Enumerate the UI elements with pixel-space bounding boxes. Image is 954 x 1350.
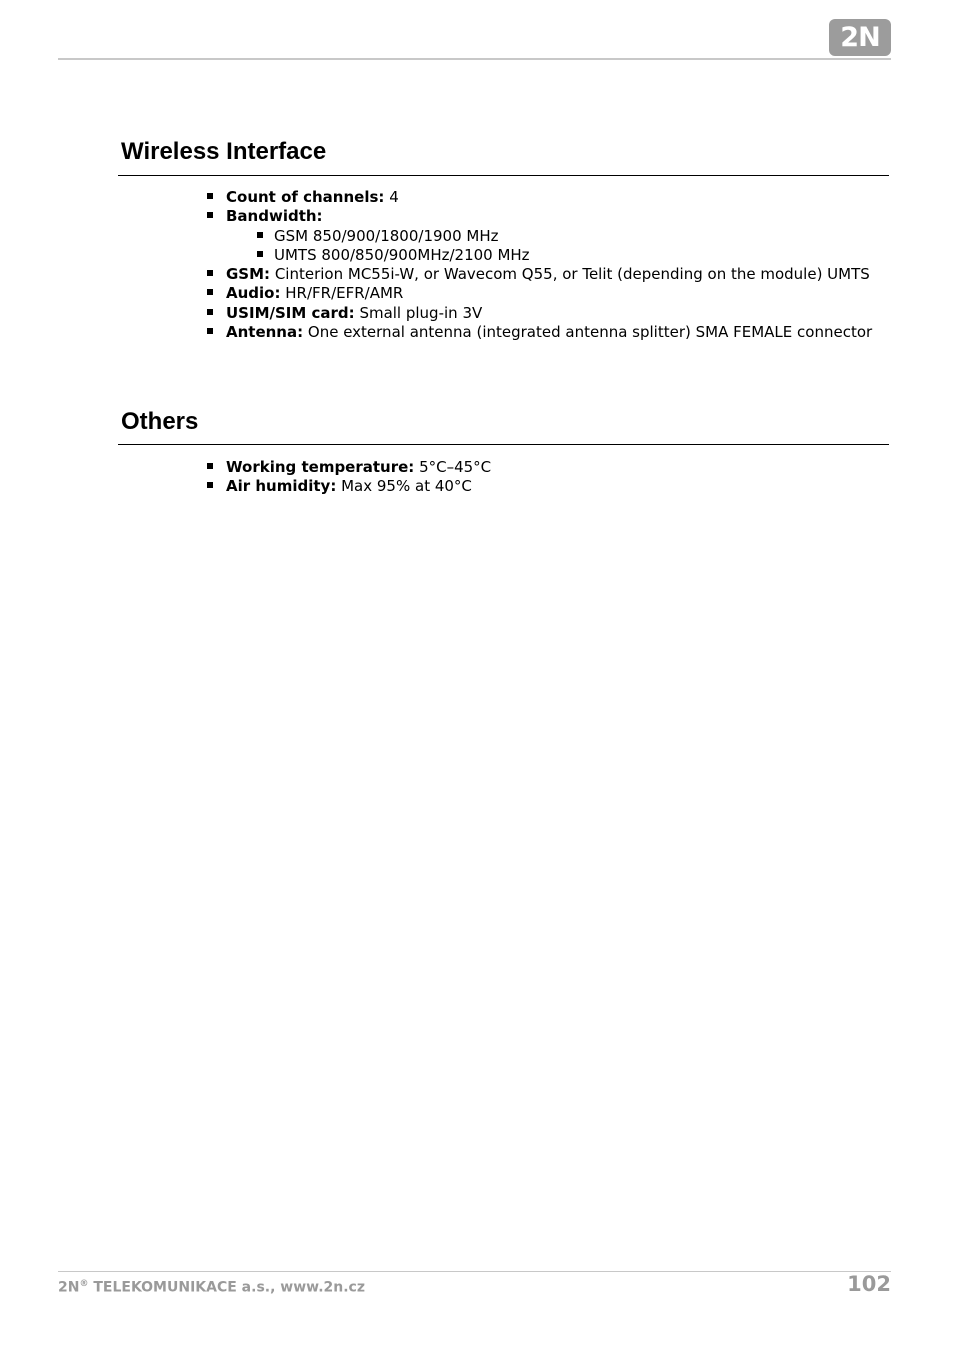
others-spec-list — [204, 458, 889, 497]
page-number: 102 — [847, 1272, 891, 1296]
list-item: Bandwidth: GSM 850/900/1800/1900 MHz UMTS 800/850/900MHz/2100 MHz — [204, 207, 889, 265]
list-item: GSM: Cinterion MC55i-W, or Wavecom Q55, or Telit (depending on the module) UMTS — [204, 265, 889, 284]
brand-logo: 2N — [829, 19, 891, 56]
list-item: UMTS 800/850/900MHz/2100 MHz — [254, 246, 889, 265]
list-item: GSM 850/900/1800/1900 MHz — [254, 227, 889, 246]
list-item: Antenna: One external antenna (integrated antenna splitter) SMA FEMALE connector — [204, 323, 889, 342]
bandwidth-sublist — [254, 227, 889, 266]
wireless-spec-list — [204, 188, 889, 342]
list-item: Working temperature: 5°C–45°C — [204, 458, 889, 477]
list-item: Audio: HR/FR/EFR/AMR — [204, 284, 889, 303]
section-title-wireless: Wireless Interface — [121, 138, 327, 165]
header-rule — [58, 58, 891, 60]
section-rule-wireless — [118, 175, 889, 176]
footer-rule — [58, 1271, 891, 1272]
section-rule-others — [118, 444, 889, 445]
list-item: Count of channels: 4 — [204, 188, 889, 207]
list-item: Air humidity: Max 95% at 40°C — [204, 477, 889, 496]
list-item: USIM/SIM card: Small plug-in 3V — [204, 304, 889, 323]
footer-company: 2N® TELEKOMUNIKACE a.s., www.2n.cz — [58, 1279, 365, 1296]
section-title-others: Others — [121, 408, 199, 435]
